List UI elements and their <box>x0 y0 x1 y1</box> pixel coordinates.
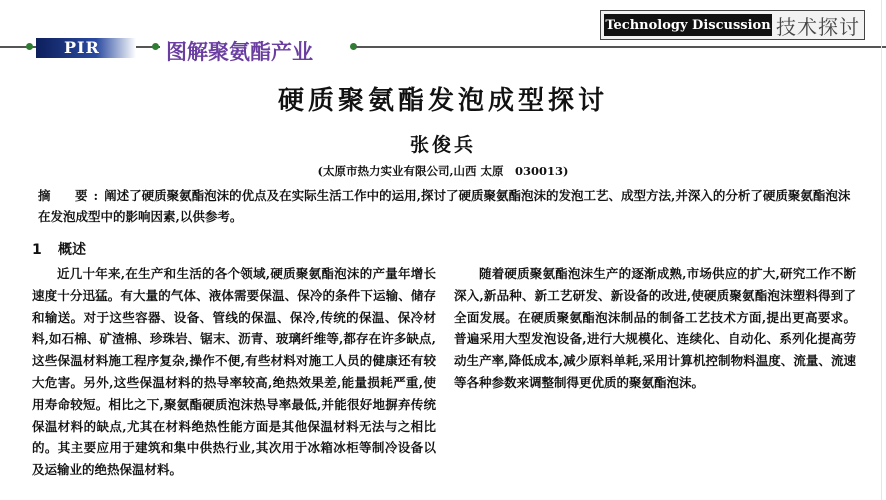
section-number: 1 <box>32 242 42 258</box>
tech-discussion-cn: 技术探讨 <box>776 14 860 39</box>
header-dot-left-icon <box>26 43 33 50</box>
abstract-text: 阐述了硬质聚氨酯泡沫的优点及在实际生活工作中的运用,探讨了硬质聚氨酯泡沫的发泡工艺、成型方法,并深入的分析了硬质聚氨酯泡沫在发泡成型中的影响因素,以供参考。 <box>38 188 851 224</box>
article-title: 硬质聚氨酯发泡成型探讨 <box>277 86 608 116</box>
abstract <box>38 185 853 227</box>
article-affiliation: (太原市热力实业有限公司,山西 太原 030013) <box>317 164 569 178</box>
page-edge <box>881 0 882 500</box>
page-header <box>0 0 886 70</box>
body-paragraph-right: 随着硬质聚氨酯泡沫生产的逐渐成熟,市场供应的扩大,研究工作不断深入,新品种、新工艺研发、新设备的改进,使硬质聚氨酯泡沫塑料得到了全面发展。在硬质聚氨酯泡沫制品的制备工艺技术方面,提出更高要求。普遍采用大型发泡设备,进行大规模化、连续化、自动化、系列化提高劳动生产率,降低成本,减少原料单耗,采用计算机控制物料温度、流量、流速等各种参数来调整制得更优质的聚氨酯泡沫。 <box>454 266 856 390</box>
article-author: 张俊兵 <box>409 134 476 156</box>
tech-discussion-label <box>600 10 865 40</box>
section-title: 图解聚氨酯产业 <box>166 40 313 64</box>
header-dot-mid-icon <box>152 43 159 50</box>
header-rule-right <box>356 46 886 48</box>
tech-discussion-en: Technology Discussion <box>604 14 772 36</box>
body-paragraph-left: 近几十年来,在生产和生活的各个领域,硬质聚氨酯泡沫的产量年增长速度十分迅猛。有大量的气体、液体需要保温、保冷的条件下运输、储存和输送。对于这些容器、设备、管线的保温、保冷,传统的保温、保冷材料,如石棉、矿渣棉、珍珠岩、锯末、沥青、玻璃纤维等,都存在许多缺点,这些保温材料施工程序复杂,操作不便,有些材料对施工人员的健康还有较大危害。另外,这些保温材料的热导率较高,绝热效果差,能量损耗严重,使用寿命较短。相比之下,聚氨酯硬质泡沫热导率最低,并能很好地摒弃传统保温材料的缺点,尤其在材料绝热性能方面是其他保温材料无法与之相比的。其主要应用于建筑和集中供热行业,其次用于冰箱冰柜等制冷设备以及运输业的绝热保温材料。 <box>32 266 436 478</box>
abstract-label: 摘 要: <box>38 188 105 203</box>
pir-badge: PIR <box>36 38 136 58</box>
section-heading-title: 概述 <box>58 242 86 258</box>
section-heading <box>32 239 86 259</box>
